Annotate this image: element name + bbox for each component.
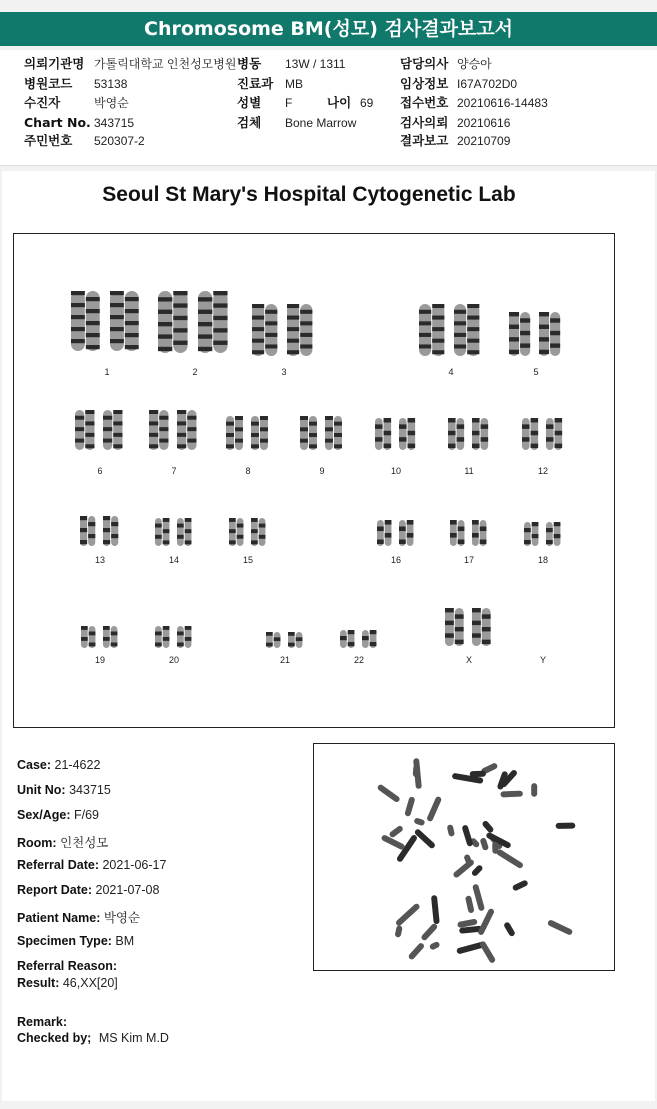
metaphase-chromosome [395,902,421,926]
chromosome-pair-11 [448,418,490,450]
label-age: 나이 [327,95,352,110]
value-clinical-info: I67A702D0 [457,77,518,91]
chromosome-pair-13 [80,516,120,546]
chromosome-label-11: 11 [464,466,474,476]
chromosome-label-22: 22 [353,655,364,665]
metaphase-chromosome [461,824,473,847]
chromosome-label-20: 20 [168,655,179,665]
metaphase-chromosome [413,817,425,826]
result-row: Result: 46,XX[20] [17,976,118,990]
label-chart-no: Chart No. [24,115,91,130]
chromosome-pair-1 [71,291,143,351]
chromosome-label-12: 12 [537,466,548,476]
value-ward: 13W / 1311 [285,57,346,71]
label-patient: 수진자 [24,95,61,110]
label-ward: 병동 [237,56,262,71]
value-result-report: 20210709 [457,134,511,148]
metaphase-chromosome [447,824,456,837]
chromosome-pair-20 [155,626,193,648]
value-hospital-code: 53138 [94,77,128,91]
chromosome-label-5: 5 [533,367,539,377]
patient-name-row: Patient Name: 박영순 [17,911,141,925]
chromosome-label-19: 19 [94,655,105,665]
chromosome-pair-19 [81,626,119,648]
report-title: Chromosome BM(성모) 검사결과보고서 [0,12,657,46]
chromosome-label-X: X [465,655,472,665]
referral-reason-row: Referral Reason: [17,959,118,973]
metaphase-chromosome [426,796,442,823]
chromosome-pair-10 [375,418,417,450]
metaphase-chromosome [388,825,404,839]
sexage-row: Sex/Age: F/69 [17,808,99,822]
metaphase-chromosome [495,848,524,869]
chromosome-label-16: 16 [390,555,401,565]
chromosome-label-15: 15 [242,555,253,565]
metaphase-chromosome [452,858,475,878]
label-institution: 의뢰기관명 [24,56,85,71]
chromosome-pair-14 [155,518,193,546]
label-resident-no: 주민번호 [24,133,73,148]
metaphase-chromosome [408,942,426,961]
patient-info-panel [0,50,657,166]
case-row: Case: 21-4622 [17,758,101,772]
chromosome-pair-17 [450,520,488,546]
metaphase-chromosome [512,879,529,891]
value-chart-no: 343715 [94,116,135,130]
label-clinical-info: 임상정보 [400,76,449,91]
label-specimen: 검체 [237,115,262,130]
value-sex: F [285,96,293,110]
chromosome-pair-21 [266,632,304,648]
metaphase-chromosome [465,895,475,913]
metaphase-chromosome [420,922,438,941]
karyotype-panel [13,233,615,728]
value-physician: 양승아 [457,57,492,71]
metaphase-chromosome [481,820,494,834]
label-department: 진료과 [237,76,274,91]
chromosome-label-9: 9 [319,466,325,476]
lab-title: Seoul St Mary's Hospital Cytogenetic Lab [102,183,516,206]
metaphase-chromosome [503,921,516,937]
chromosome-label-7: 7 [171,466,177,476]
room-row: Room: 인천성모 [17,836,109,850]
value-institution: 가톨릭대학교 인천성모병원 [94,57,237,71]
chromosome-label-17: 17 [463,555,474,565]
metaphase-chromosome [479,940,496,964]
metaphase-chromosome [394,925,402,938]
metaphase-chromosome [413,765,420,777]
chromosome-label-1: 1 [104,367,110,377]
metaphase-chromosome [404,796,415,817]
metaphase-chromosome [531,783,537,797]
chromosome-pair-6 [75,410,125,450]
metaphase-chromosome [471,864,484,877]
chromosome-pair-18 [524,522,562,546]
remark-row: Remark: [17,1015,68,1029]
value-age: 69 [360,96,374,110]
metaphase-chromosome [429,941,441,951]
label-receipt-no: 접수번호 [400,95,449,110]
value-resident-no: 520307-2 [94,134,145,148]
chromosome-pair-22 [340,630,378,648]
chromosome-label-6: 6 [97,466,103,476]
metaphase-image [313,743,615,971]
label-sex: 성별 [237,95,262,110]
chromosome-label-13: 13 [94,555,105,565]
chromosome-pair-9 [300,416,344,450]
metaphase-chromosome [414,828,437,849]
metaphase-chromosome [376,783,400,803]
chromosome-label-8: 8 [245,466,251,476]
metaphase-chromosome [477,908,495,936]
label-hospital-code: 병원코드 [24,76,73,91]
chromosome-label-4: 4 [448,367,454,377]
value-specimen: Bone Marrow [285,116,357,130]
chromosome-pair-X [445,608,493,646]
chromosome-label-3: 3 [281,367,287,377]
metaphase-chromosome [500,791,523,798]
label-physician: 담당의사 [400,56,449,71]
chromosome-pair-3 [252,304,316,356]
referral-date-row: Referral Date: 2021-06-17 [17,858,167,872]
chromosome-pair-8 [226,416,270,450]
metaphase-spread-image [314,744,614,970]
label-result-report: 결과보고 [400,133,449,148]
report-date-row: Report Date: 2021-07-08 [17,883,160,897]
metaphase-chromosome [556,823,576,829]
value-receipt-no: 20210616-14483 [457,96,548,110]
metaphase-chromosome [472,884,485,912]
specimen-type-row: Specimen Type: BM [17,934,135,948]
chromosome-label-18: 18 [537,555,548,565]
chromosome-label-2: 2 [192,367,198,377]
checked-by-row: Checked by; MS Kim M.D [17,1031,169,1045]
metaphase-chromosome [547,919,573,936]
chromosome-pair-15 [229,518,267,546]
chromosome-label-14: 14 [168,555,179,565]
label-test-request: 검사의뢰 [400,115,449,130]
chromosome-pair-16 [377,520,415,546]
value-patient: 박영순 [94,96,129,110]
chromosome-pair-12 [522,418,564,450]
chromosome-pair-7 [149,410,199,450]
chromosome-label-10: 10 [390,466,401,476]
chromosome-label-Y: Y [539,655,546,665]
chromosome-label-21: 21 [279,655,290,665]
chromosome-pair-5 [509,312,563,356]
chromosome-pair-2 [158,291,232,353]
unit-row: Unit No: 343715 [17,783,111,797]
value-test-request: 20210616 [457,116,511,130]
chromosome-pair-4 [419,304,483,356]
value-department: MB [285,77,303,91]
metaphase-chromosome [480,837,490,851]
metaphase-chromosome [431,895,440,924]
